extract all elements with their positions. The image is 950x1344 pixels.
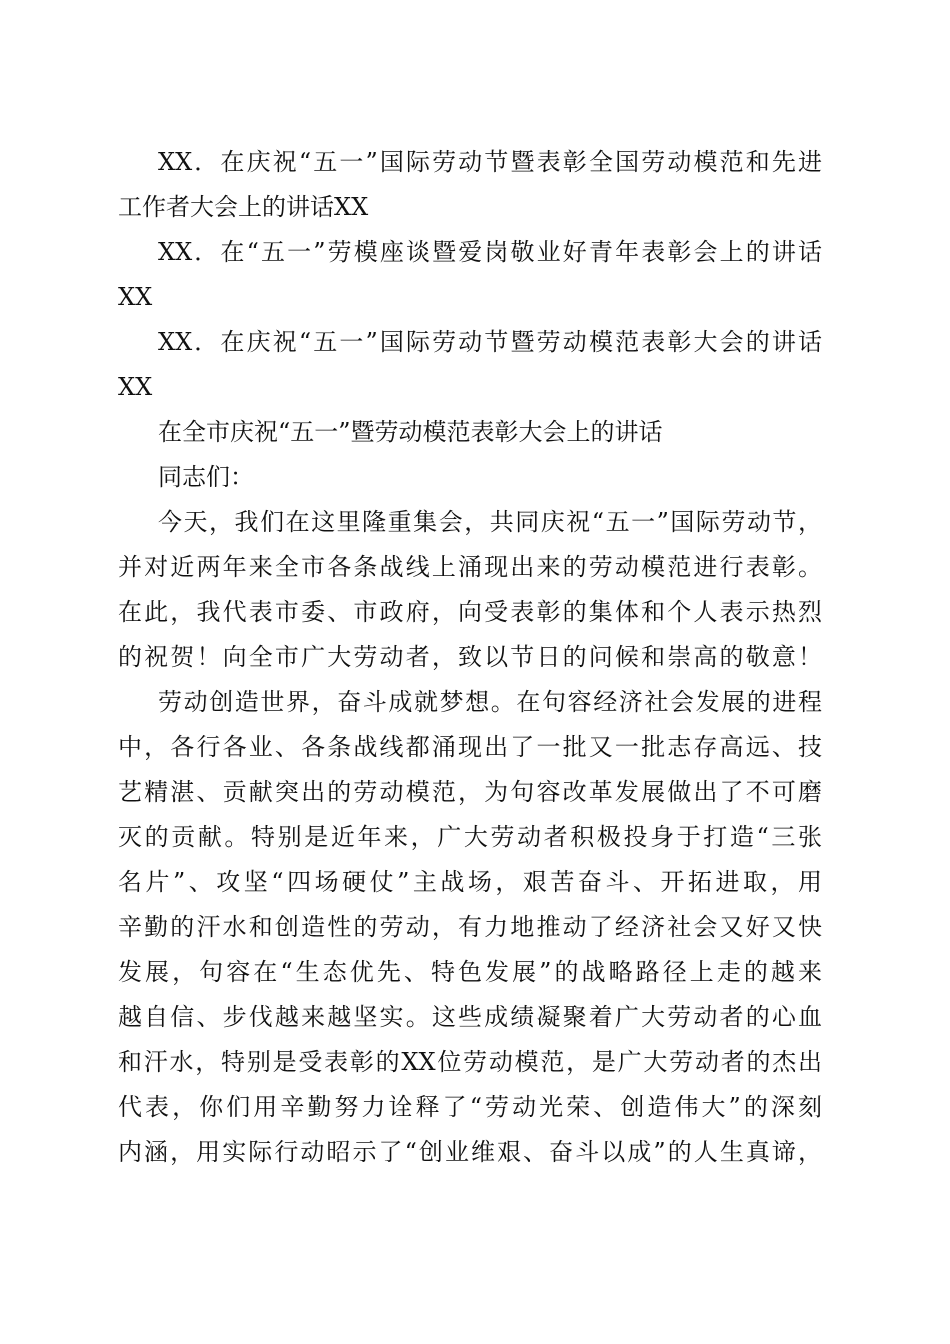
text-line: XX．在庆祝“五一”国际劳动节暨劳动模范表彰大会的讲话 (158, 328, 822, 356)
text-line: 越自信、步伐越来越坚实。这些成绩凝聚着广大劳动者的心血 (118, 1003, 822, 1031)
text-line: 灭的贡献。特别是近年来，广大劳动者积极投身于打造“三张 (118, 823, 822, 851)
text-line: 同志们： (158, 463, 254, 491)
text-line: XX．在“五一”劳模座谈暨爱岗敬业好青年表彰会上的讲话 (158, 238, 822, 266)
text-line: 和汗水，特别是受表彰的XX位劳动模范，是广大劳动者的杰出 (118, 1048, 822, 1076)
text-line: 的祝贺！向全市广大劳动者，致以节日的问候和崇高的敬意！ (118, 643, 822, 671)
text-line: 并对近两年来全市各条战线上涌现出来的劳动模范进行表彰。 (118, 553, 822, 581)
text-line: 代表，你们用辛勤努力诠释了“劳动光荣、创造伟大”的深刻 (118, 1093, 822, 1121)
text-line: 今天，我们在这里隆重集会，共同庆祝“五一”国际劳动节， (158, 508, 822, 536)
text-line: 中，各行各业、各条战线都涌现出了一批又一批志存高远、技 (118, 733, 822, 761)
document-page (118, 140, 822, 1175)
text-line: XX (118, 373, 153, 401)
text-line: 名片”、攻坚“四场硬仗”主战场，艰苦奋斗、开拓进取，用 (118, 868, 822, 896)
text-line: 发展，句容在“生态优先、特色发展”的战略路径上走的越来 (118, 958, 822, 986)
text-line: XX．在庆祝“五一”国际劳动节暨表彰全国劳动模范和先进 (158, 148, 822, 176)
text-line: 辛勤的汗水和创造性的劳动，有力地推动了经济社会又好又快 (118, 913, 822, 941)
text-line: 在此，我代表市委、市政府，向受表彰的集体和个人表示热烈 (118, 598, 822, 626)
text-line: 工作者大会上的讲话XX (118, 193, 369, 221)
text-line: 内涵，用实际行动昭示了“创业维艰、奋斗以成”的人生真谛， (118, 1138, 822, 1166)
text-line: 劳动创造世界，奋斗成就梦想。在句容经济社会发展的进程 (158, 688, 822, 716)
text-line: XX (118, 283, 153, 311)
text-line: 艺精湛、贡献突出的劳动模范，为句容改革发展做出了不可磨 (118, 778, 822, 806)
text-line: 在全市庆祝“五一”暨劳动模范表彰大会上的讲话 (158, 418, 663, 446)
